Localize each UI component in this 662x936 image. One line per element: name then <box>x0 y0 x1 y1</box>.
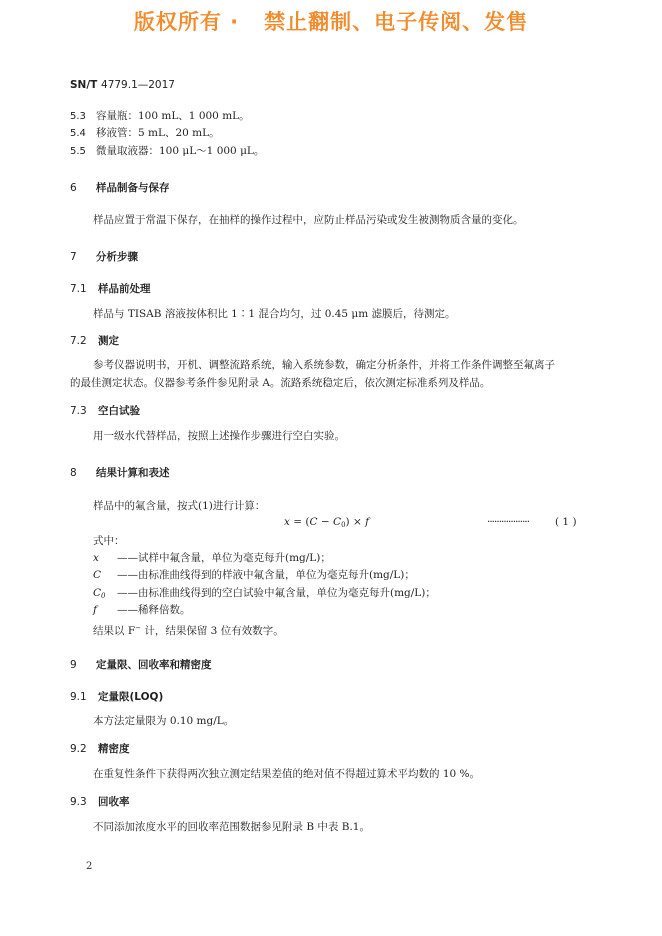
watermark: 版权所有 · 禁止翻制、电子传阅、发售 <box>133 10 529 34</box>
section-title: 测定 <box>98 335 119 347</box>
variable-description: ——试样中氟含量，单位为毫克每升(mg/L)； <box>117 552 331 564</box>
formula-number: ( 1 ) <box>555 516 577 528</box>
result-post: 计，结果保留 3 位有效数字。 <box>141 625 284 637</box>
variable-description: ——稀释倍数。 <box>117 604 191 616</box>
section-8-intro: 样品中的氟含量，按式(1)进行计算： <box>93 500 266 512</box>
section-number: 6 <box>70 182 77 194</box>
section-title: 定量限(LOQ) <box>98 691 164 703</box>
section-number: 7.1 <box>70 283 87 295</box>
variable-c0 <box>93 586 436 603</box>
section-9-2-heading <box>70 741 130 756</box>
section-9-heading <box>70 657 212 672</box>
variable-c <box>93 568 415 585</box>
where-label: 式中： <box>93 535 125 547</box>
section-7-3-paragraph: 用一级水代替样品，按照上述操作步骤进行空白实验。 <box>93 430 345 442</box>
item-text: 容量瓶：100 mL、1 000 mL。 <box>96 110 250 122</box>
variable-f <box>93 603 191 620</box>
section-9-2-paragraph: 在重复性条件下获得两次独立测定结果差值的绝对值不得超过算术平均数的 10 %。 <box>93 768 481 780</box>
section-number: 7 <box>70 251 77 263</box>
section-number: 7.3 <box>70 405 87 417</box>
formula-c0: C <box>333 516 342 528</box>
section-9-1-paragraph: 本方法定量限为 0.10 mg/L。 <box>93 715 235 727</box>
section-title: 结果计算和表述 <box>96 467 170 479</box>
item-number: 5.3 <box>70 111 86 122</box>
section-number: 9.2 <box>70 743 87 755</box>
variable-description: ——由标准曲线得到的空白试验中氟含量，单位为毫克每升(mg/L)； <box>117 587 436 599</box>
item-text: 移液管：5 mL、20 mL。 <box>96 127 220 139</box>
section-number: 7.2 <box>70 335 87 347</box>
formula-f: f <box>365 516 370 528</box>
section-title: 样品前处理 <box>98 283 151 295</box>
list-item <box>70 144 264 159</box>
variable-symbol: x <box>93 552 99 564</box>
section-7-3-heading <box>70 403 140 418</box>
standard-code: SN/T <box>70 79 98 91</box>
formula-times: ) × <box>345 516 366 528</box>
section-7-2-paragraph-line-1: 参考仪器说明书，开机、调整流路系统，输入系统参数，确定分析条件，并将工作条件调整至氟离子 <box>93 359 555 371</box>
formula-leader-dots: ·················· <box>487 516 530 528</box>
result-pre: 结果以 F <box>93 625 136 637</box>
section-9-3-paragraph: 不同添加浓度水平的回收率范围数据参见附录 B 中表 B.1。 <box>93 821 370 833</box>
section-title: 样品制备与保存 <box>96 182 170 194</box>
list-item <box>70 126 220 141</box>
formula-c: C <box>309 516 318 528</box>
section-title: 空白试验 <box>98 405 140 417</box>
formula-eq: = ( <box>289 516 310 528</box>
item-text: 微量取液器：100 μL～1 000 μL。 <box>96 145 265 157</box>
variable-x <box>93 551 331 568</box>
list-item <box>70 109 250 124</box>
section-6-heading <box>70 180 170 195</box>
variable-symbol: C <box>93 569 102 581</box>
section-9-3-heading <box>70 794 130 809</box>
variable-description: ——由标准曲线得到的样液中氟含量，单位为毫克每升(mg/L)； <box>117 569 415 581</box>
section-number: 9.1 <box>70 691 87 703</box>
section-title: 分析步骤 <box>96 251 138 263</box>
item-number: 5.4 <box>70 128 86 139</box>
section-7-heading <box>70 249 138 264</box>
section-6-paragraph: 样品应置于常温下保存，在抽样的操作过程中，应防止样品污染或发生被测物质含量的变化。 <box>93 214 524 226</box>
item-number: 5.5 <box>70 146 86 157</box>
section-number: 9 <box>70 659 77 671</box>
standard-year: 4779.1—2017 <box>101 79 175 91</box>
section-7-2-paragraph-line-2: 的最佳测定状态。仪器参考条件参见附录 A。流路系统稳定后，依次测定标准系列及样品。 <box>70 377 491 389</box>
section-number: 9.3 <box>70 796 87 808</box>
section-title: 定量限、回收率和精密度 <box>96 659 212 671</box>
formula-minus: − <box>317 516 334 528</box>
section-number: 8 <box>70 467 77 479</box>
page-number: 2 <box>86 861 93 872</box>
section-7-1-heading <box>70 281 151 296</box>
section-title: 精密度 <box>98 743 130 755</box>
result-superscript: − <box>135 624 141 632</box>
variable-symbol: $C_0$ <box>93 587 106 600</box>
section-title: 回收率 <box>98 796 130 808</box>
formula <box>284 515 369 532</box>
variable-symbol: f <box>93 604 97 616</box>
formula-c0-subscript: 0 <box>341 521 346 529</box>
result-statement <box>93 621 284 638</box>
section-9-1-heading <box>70 689 163 704</box>
standard-number <box>70 79 175 91</box>
section-8-heading <box>70 465 170 480</box>
formula-x: x <box>284 516 290 528</box>
section-7-1-paragraph: 样品与 TISAB 溶液按体积比 1∶1 混合均匀，过 0.45 μm 滤膜后，待测定。 <box>93 308 456 320</box>
section-7-2-heading <box>70 333 119 348</box>
